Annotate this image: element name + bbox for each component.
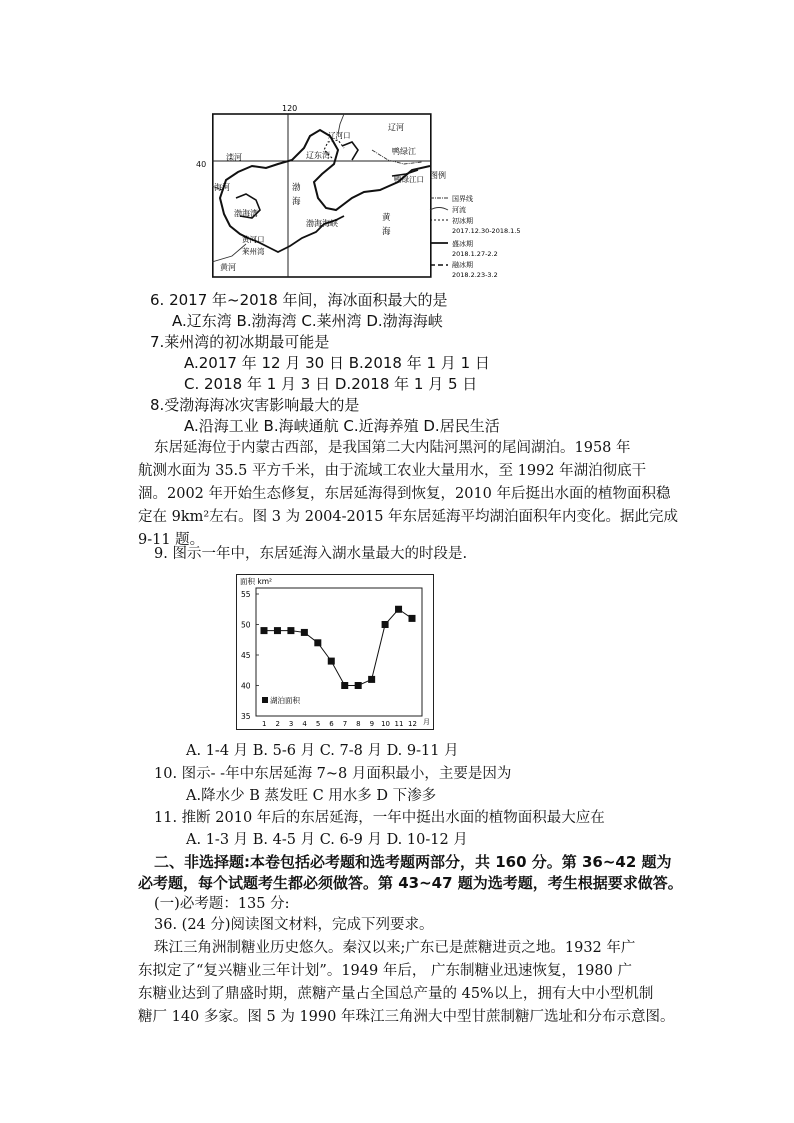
q36-passage-4: 糖厂 140 多家。图 5 为 1990 年珠江三角洲大中型甘蔗制糖厂选址和分布示意图。 — [138, 1009, 675, 1025]
data-point-month-6 — [328, 658, 335, 665]
y-axis-label: 面积 km² — [240, 577, 273, 586]
q10-stem: 10. 图示- -年中东居延海 7~8 月面积最小，主要是因为 — [154, 766, 512, 782]
q9-options: A. 1-4 月 B. 5-6 月 C. 7-8 月 D. 9-11 月 — [186, 743, 459, 759]
hai2-label: 海 — [382, 227, 391, 237]
passage-line-1: 东居延海位于内蒙古西部，是我国第二大内陆河黑河的尾闾湖泊。1958 年 — [154, 440, 631, 456]
legend-river-symbol — [430, 208, 448, 211]
q36-passage-3: 东糖业达到了鼎盛时期，蔗糖产量占全国总产量的 45%以上，拥有大中小型机制 — [138, 986, 654, 1002]
legend-border-label: 国界线 — [452, 195, 473, 203]
yalujiang-kou-label: 鸭绿江口 — [394, 175, 424, 184]
data-point-month-11 — [395, 606, 402, 613]
hai-label: 海 — [292, 197, 301, 207]
legend-melt-dates: 2018.2.23-3.2 — [452, 271, 498, 279]
q36-stem: 36. (24 分)阅读图文材料，完成下列要求。 — [154, 917, 434, 933]
map-legend — [430, 170, 521, 279]
yalujiang-label: 鸭绿江 — [392, 147, 416, 156]
y-tick-label: 45 — [241, 651, 251, 660]
data-point-month-1 — [261, 627, 268, 634]
q36-passage-1: 珠江三角洲制糖业历史悠久。秦汉以来;广东已是蔗糖进贡之地。1932 年广 — [154, 940, 636, 956]
luanhe-label: 滦河 — [226, 153, 242, 162]
huanghe-label: 黄河 — [220, 263, 236, 272]
passage-line-4: 定在 9km²左右。图 3 为 2004-2015 年东居延海平均湖泊面积年内变化。据此完成 — [138, 509, 679, 525]
huang-label: 黄 — [382, 213, 391, 223]
huanghe-kou-label: 黄河口 — [242, 235, 265, 244]
x-tick-label: 9 — [369, 720, 375, 728]
x-tick-label: 10 — [381, 720, 391, 728]
bohai-wan-label: 渤海湾 — [234, 209, 258, 218]
data-point-month-10 — [382, 621, 389, 628]
legend-peak-label: 盛冰期 — [452, 240, 473, 248]
q11-stem: 11. 推断 2010 年后的东居延海，一年中挺出水面的植物面积最大应在 — [154, 810, 605, 826]
q6-stem: 6. 2017 年~2018 年间，海冰面积最大的是 — [150, 291, 448, 309]
q8-stem: 8.受渤海海冰灾害影响最大的是 — [150, 396, 360, 414]
q8-options: A.沿海工业 B.海峡通航 C.近海养殖 D.居民生活 — [184, 417, 500, 435]
section2-line-2: 必考题，每个试题考生都必须做答。第 43~47 题为选考题，考生根据要求做答。 — [138, 874, 683, 892]
legend-peak-dates: 2018.1.27-2.2 — [452, 250, 498, 258]
q9-stem: 9. 图示一年中，东居延海入湖水量最大的时段是. — [154, 546, 468, 562]
section2-line-1: 二、非选择题:本卷包括必考题和选考题两部分，共 160 分。第 36~42 题为 — [154, 853, 672, 871]
lake-area-chart — [236, 574, 434, 730]
x-tick-label: 8 — [356, 720, 361, 728]
lat-label: 40 — [196, 160, 207, 169]
x-tick-label: 1 — [262, 720, 267, 728]
q36-passage-2: 东拟定了“复兴糖业三年计划”。1949 年后， 广东制糖业迅速恢复，1980 广 — [138, 963, 632, 979]
x-tick-label: 6 — [329, 720, 334, 728]
bohai-haixia-label: 渤海海峡 — [306, 219, 338, 228]
liaodong-wan-label: 辽东湾 — [306, 151, 330, 160]
q7-options-1: A.2017 年 12 月 30 日 B.2018 年 1 月 1 日 — [184, 354, 490, 372]
x-tick-label: 11 — [394, 720, 404, 728]
legend-melt-label: 融冰期 — [452, 261, 473, 269]
x-tick-label: 3 — [288, 720, 294, 728]
data-point-month-7 — [341, 682, 348, 689]
passage-line-3: 涸。2002 年开始生态修复，东居延海得到恢复，2010 年后挺出水面的植物面积稳 — [138, 486, 671, 502]
chart-svg — [236, 574, 434, 730]
y-tick-label: 35 — [241, 712, 251, 721]
passage-line-5: 9-11 题。 — [138, 532, 205, 548]
legend-label: 湖泊面积 — [270, 696, 300, 705]
data-point-month-4 — [301, 629, 308, 636]
y-tick-label: 40 — [241, 681, 251, 691]
y-tick-label: 55 — [241, 590, 251, 599]
map-svg — [212, 102, 522, 280]
data-point-month-3 — [287, 627, 294, 634]
q7-options-2: C. 2018 年 1 月 3 日 D.2018 年 1 月 5 日 — [184, 375, 478, 393]
liaohe-label: 辽河 — [388, 123, 404, 132]
passage-line-2: 航测水面为 35.5 平方千米，由于流域工农业大量用水，至 1992 年湖泊彻底干 — [138, 463, 647, 479]
lon-label: 120 — [282, 104, 298, 113]
chart-outer-frame — [237, 575, 434, 730]
data-point-month-12 — [409, 615, 416, 622]
q11-options: A. 1-3 月 B. 4-5 月 C. 6-9 月 D. 10-12 月 — [186, 832, 468, 848]
q7-stem: 7.莱州湾的初冰期最可能是 — [150, 333, 330, 351]
x-tick-label: 4 — [302, 720, 307, 728]
data-point-month-9 — [368, 676, 375, 683]
x-tick-label: 5 — [315, 720, 321, 728]
bo-label: 渤 — [292, 183, 301, 193]
laizhou-wan-label: 莱州湾 — [242, 247, 265, 256]
x-axis-unit: 月 — [423, 718, 430, 726]
required-header: (一)必考题：135 分: — [154, 896, 290, 912]
liaohe-kou-label: 辽河口 — [328, 131, 351, 140]
x-tick-label: 7 — [342, 720, 348, 728]
q10-options: A.降水少 B 蒸发旺 C 用水多 D 下渗多 — [186, 788, 437, 804]
legend-title: 图例 — [430, 171, 446, 180]
y-tick-label: 50 — [241, 620, 251, 630]
q6-options: A.辽东湾 B.渤海湾 C.莱州湾 D.渤海海峡 — [172, 312, 443, 330]
legend-marker — [262, 697, 268, 703]
legend-initial-label: 初冰期 — [452, 217, 473, 225]
legend-initial-dates: 2017.12.30-2018.1.5 — [452, 227, 521, 235]
data-point-month-5 — [314, 639, 321, 646]
haihe-label: 海河 — [214, 183, 230, 192]
data-point-month-8 — [355, 682, 362, 689]
x-tick-label: 2 — [275, 720, 280, 728]
x-tick-label: 12 — [408, 720, 417, 728]
data-point-month-2 — [274, 627, 281, 634]
bohai-ice-map — [212, 102, 522, 280]
legend-river-label: 河流 — [452, 206, 466, 214]
